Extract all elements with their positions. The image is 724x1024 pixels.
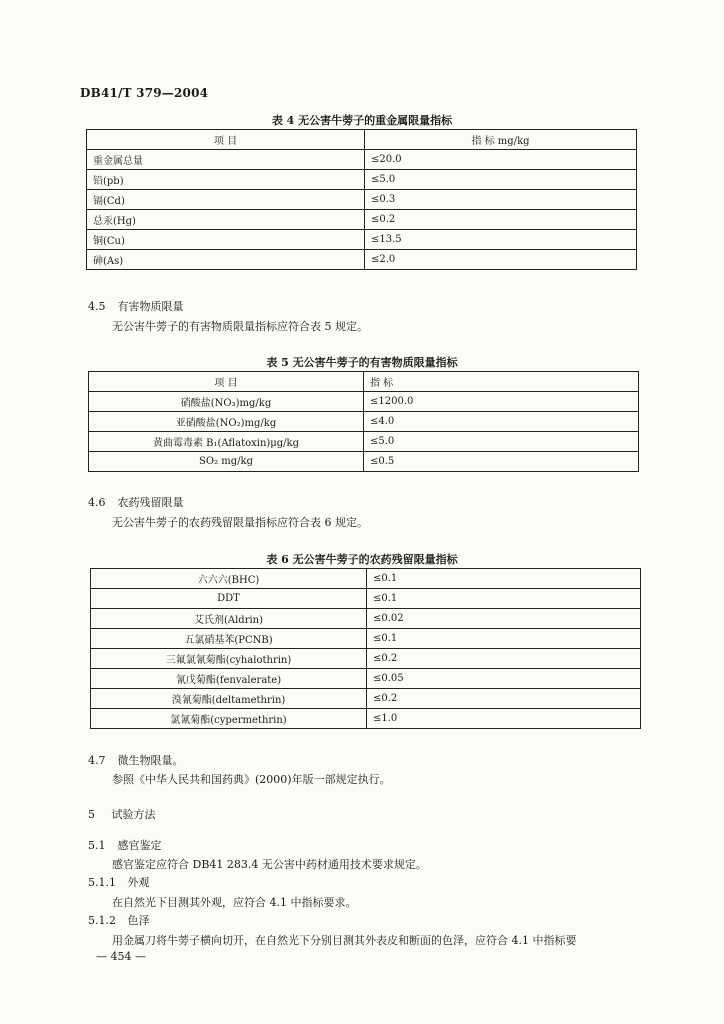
- item-cell: 铅(pb): [87, 170, 365, 190]
- limit-cell: ≤0.2: [367, 649, 641, 669]
- table4-caption: 表 4 无公害牛蒡子的重金属限量指标: [271, 114, 453, 127]
- table-row: [91, 669, 641, 689]
- table5-caption: 表 5 无公害牛蒡子的有害物质限量指标: [266, 356, 458, 369]
- section-title: 微生物限量。: [117, 754, 184, 767]
- section-4-5-heading: [88, 298, 184, 314]
- item-cell: 黄曲霉毒素 B₁(Aflatoxin)μg/kg: [89, 432, 364, 452]
- item-cell: 砷(As): [87, 250, 365, 270]
- table-row: [87, 150, 637, 170]
- item-cell: 六六六(BHC): [91, 569, 367, 589]
- limit-cell: ≤2.0: [365, 250, 637, 270]
- table-row: [87, 210, 637, 230]
- table-header-row: [87, 130, 637, 150]
- limit-cell: ≤4.0: [364, 412, 639, 432]
- table-row: [91, 629, 641, 649]
- table-row: [91, 609, 641, 629]
- item-cell: 五氯硝基苯(PCNB): [91, 629, 367, 649]
- section-5-1-2-text: 用金属刀将牛蒡子横向切开，在自然光下分别目测其外表皮和断面的色泽，应符合 4.1 中指标要: [112, 934, 577, 947]
- item-cell: 铜(Cu): [87, 230, 365, 250]
- section-4-7-heading: [88, 752, 184, 768]
- section-title: 农药残留限量: [117, 496, 184, 509]
- table-row: [87, 250, 637, 270]
- table-header-cell: 指 标: [364, 372, 639, 392]
- section-number: 5: [88, 808, 95, 821]
- table-row: [87, 170, 637, 190]
- table-row: [91, 649, 641, 669]
- item-cell: 三氟氯氰菊酯(cyhalothrin): [91, 649, 367, 669]
- section-4-5-text: 无公害牛蒡子的有害物质限量指标应符合表 5 规定。: [112, 320, 368, 333]
- item-cell: 硝酸盐(NO₃)mg/kg: [89, 392, 364, 412]
- section-5-1-text: 感官鉴定应符合 DB41 283.4 无公害中药材通用技术要求规定。: [112, 858, 427, 871]
- limit-cell: ≤0.1: [367, 589, 641, 609]
- table6-caption: 表 6 无公害牛蒡子的农药残留限量指标: [266, 553, 458, 566]
- item-cell: 亚硝酸盐(NO₂)mg/kg: [89, 412, 364, 432]
- limit-cell: ≤20.0: [365, 150, 637, 170]
- section-4-6-heading: [88, 494, 184, 510]
- section-title: 感官鉴定: [117, 839, 162, 852]
- section-5-1-2-heading: [88, 912, 150, 928]
- table6: [90, 568, 641, 729]
- limit-cell: ≤1.0: [367, 709, 641, 729]
- item-cell: 艾氏剂(Aldrin): [91, 609, 367, 629]
- item-cell: 氰戊菊酯(fenvalerate): [91, 669, 367, 689]
- limit-cell: ≤13.5: [365, 230, 637, 250]
- limit-cell: ≤5.0: [365, 170, 637, 190]
- table-row: [91, 689, 641, 709]
- item-cell: 镉(Cd): [87, 190, 365, 210]
- limit-cell: ≤0.05: [367, 669, 641, 689]
- table-row: [89, 412, 639, 432]
- limit-cell: ≤0.1: [367, 629, 641, 649]
- limit-cell: ≤1200.0: [364, 392, 639, 412]
- section-number: 4.7: [88, 754, 106, 767]
- section-number: 4.6: [88, 496, 106, 509]
- section-5-1-1-heading: [88, 874, 150, 890]
- section-title: 色泽: [127, 914, 150, 927]
- limit-cell: ≤0.2: [365, 210, 637, 230]
- item-cell: 总汞(Hg): [87, 210, 365, 230]
- limit-cell: ≤0.2: [367, 689, 641, 709]
- section-number: 5.1: [88, 839, 106, 852]
- table-row: [87, 190, 637, 210]
- table-row: [89, 392, 639, 412]
- section-number: 5.1.1: [88, 876, 116, 889]
- table-row: [91, 569, 641, 589]
- table-row: [89, 432, 639, 452]
- section-title: 外观: [127, 876, 150, 889]
- limit-cell: ≤5.0: [364, 432, 639, 452]
- section-title: 试验方法: [111, 808, 156, 821]
- item-cell: 溴氰菊酯(deltamethrin): [91, 689, 367, 709]
- section-4-6-text: 无公害牛蒡子的农药残留限量指标应符合表 6 规定。: [112, 516, 368, 529]
- page-number: — 454 —: [96, 950, 146, 963]
- limit-cell: ≤0.02: [367, 609, 641, 629]
- section-5-1-1-text: 在自然光下目测其外观，应符合 4.1 中指标要求。: [112, 896, 357, 909]
- table-header-row: [89, 372, 639, 392]
- table-header-cell: 指 标 mg/kg: [365, 130, 637, 150]
- section-5-1-heading: [88, 837, 162, 853]
- item-cell: 重金属总量: [87, 150, 365, 170]
- limit-cell: ≤0.5: [364, 452, 639, 472]
- item-cell: 氯氰菊酯(cypermethrin): [91, 709, 367, 729]
- section-title: 有害物质限量: [117, 300, 184, 313]
- table-row: [91, 709, 641, 729]
- limit-cell: ≤0.3: [365, 190, 637, 210]
- table5: [88, 371, 639, 472]
- table-row: [91, 589, 641, 609]
- table4: [86, 129, 637, 270]
- item-cell: SO₂ mg/kg: [89, 452, 364, 472]
- table-header-cell: 项 目: [89, 372, 364, 392]
- section-5-heading: [88, 806, 156, 822]
- item-cell: DDT: [91, 589, 367, 609]
- table-header-cell: 项 目: [87, 130, 365, 150]
- table-row: [87, 230, 637, 250]
- section-4-7-text: 参照《中华人民共和国药典》(2000)年版一部规定执行。: [112, 773, 391, 786]
- section-number: 5.1.2: [88, 914, 116, 927]
- limit-cell: ≤0.1: [367, 569, 641, 589]
- table-row: [89, 452, 639, 472]
- section-number: 4.5: [88, 300, 106, 313]
- document-code: DB41/T 379—2004: [80, 86, 209, 100]
